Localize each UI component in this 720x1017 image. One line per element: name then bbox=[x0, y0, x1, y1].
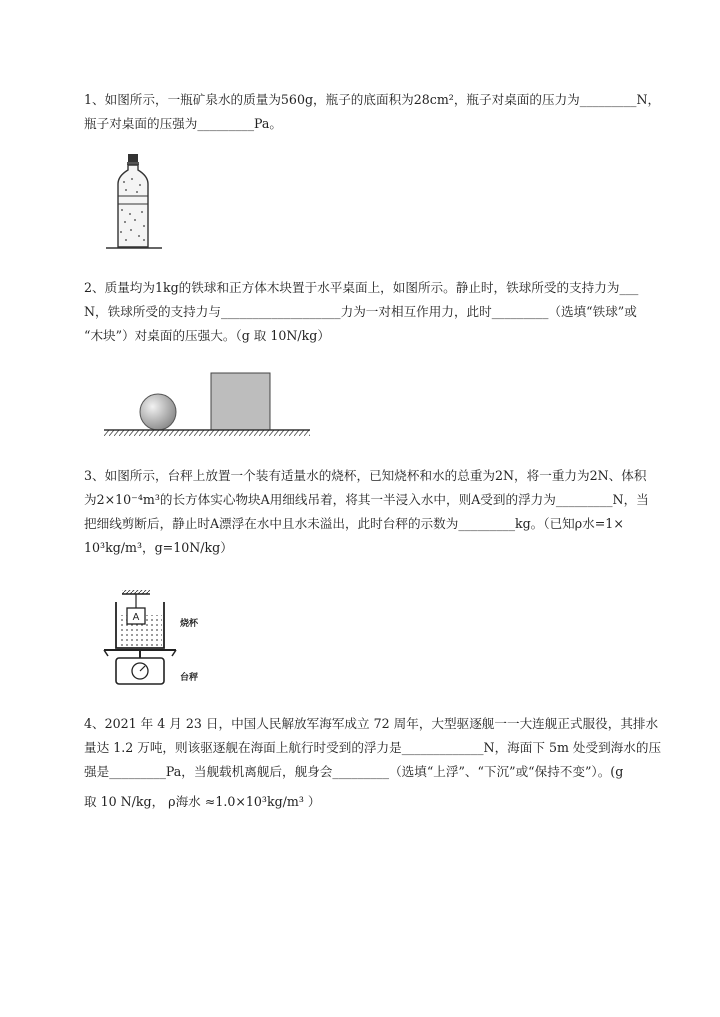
question-4-line-2: 量达 1.2 万吨，则该驱逐舰在海面上航行时受到的浮力是_____________N，海面下 5m 处受到海水的压 bbox=[84, 740, 662, 755]
question-3-line-4: 10³kg/m³，g=10N/kg） bbox=[84, 540, 233, 555]
question-4-line-1: 4、2021 年 4 月 23 日，中国人民解放军海军成立 72 周年，大型驱逐舰一一大连舰正式服役，其排水 bbox=[84, 716, 659, 731]
ball-and-block-figure bbox=[104, 370, 314, 438]
question-4-line-4: 取 10 N/kg， ρ海水 ≈1.0×10³kg/m³ ） bbox=[84, 794, 321, 809]
question-4-line-3: 强是_________Pa，当舰载机离舰后，舰身会_________（选填“上浮”、“下沉”或“保持不变”）。(g bbox=[84, 764, 624, 779]
question-2-line-3: “木块”）对桌面的压强大。（g 取 10N/kg） bbox=[84, 328, 330, 343]
question-4 bbox=[84, 712, 684, 814]
question-3-line-2: 为2×10⁻⁴m³的长方体实心物块A用细线吊着，将其一半浸入水中，则A受到的浮力为_________N，当 bbox=[84, 492, 649, 507]
beaker-label: 烧杯 bbox=[180, 619, 199, 629]
question-2 bbox=[84, 276, 684, 348]
beaker-scale-figure bbox=[100, 588, 230, 688]
block-a-label: A bbox=[132, 612, 140, 623]
water-bottle-figure bbox=[104, 152, 164, 252]
question-1 bbox=[84, 88, 684, 136]
question-1-line-2: 瓶子对桌面的压强为_________Pa。 bbox=[84, 116, 283, 131]
scale-label: 台秤 bbox=[180, 673, 199, 683]
question-3-line-3: 把细线剪断后，静止时A漂浮在水中且水未溢出，此时台秤的示数为_________kg。（已知ρ水=1× bbox=[84, 516, 624, 531]
question-3-line-1: 3、如图所示，台秤上放置一个装有适量水的烧杯，已知烧杯和水的总重为2N，将一重力为2N、体积 bbox=[84, 468, 647, 483]
question-3 bbox=[84, 464, 684, 560]
question-1-line-1: 1、如图所示，一瓶矿泉水的质量为560g，瓶子的底面积为28cm²，瓶子对桌面的压力为_________N， bbox=[84, 92, 661, 107]
question-2-line-1: 2、质量均为1kg的铁球和正方体木块置于水平桌面上，如图所示。静止时，铁球所受的支持力为___ bbox=[84, 280, 639, 295]
question-2-line-2: N，铁球所受的支持力与___________________力为一对相互作用力，此时_________（选填“铁球”或 bbox=[84, 304, 637, 319]
